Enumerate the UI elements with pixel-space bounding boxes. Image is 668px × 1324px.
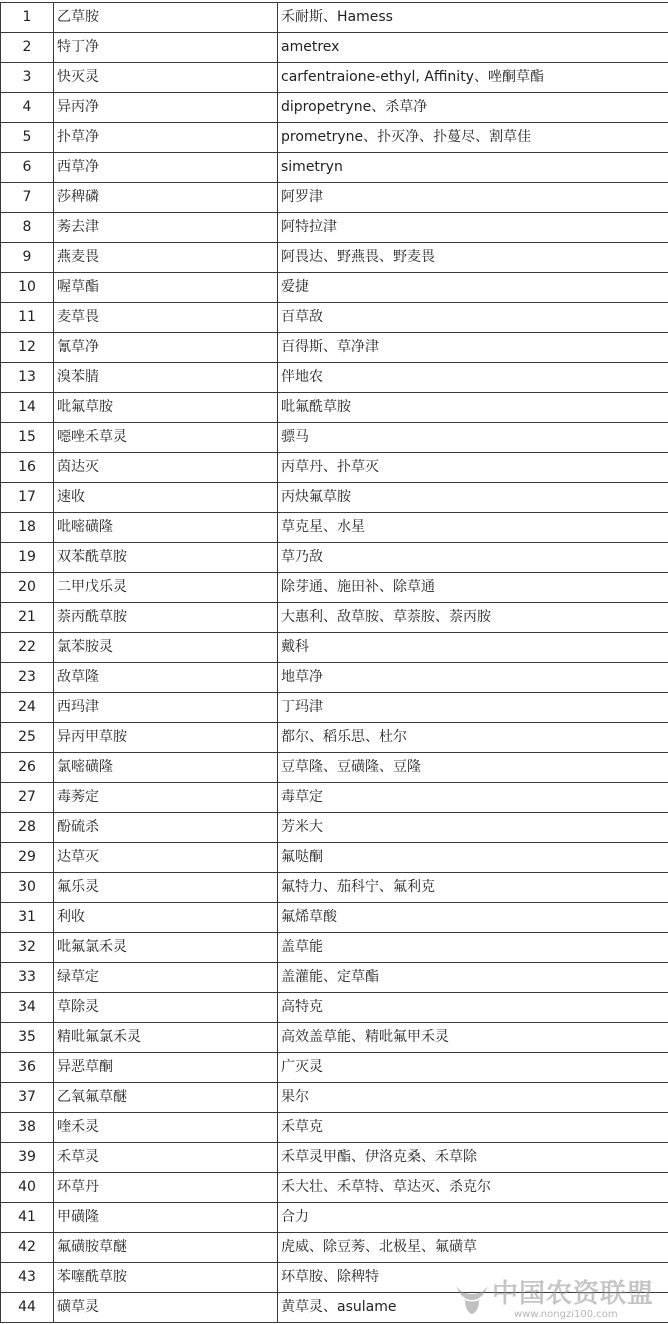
herbicide-name-cell: 吡氟草胺: [54, 393, 278, 423]
table-row: [1, 183, 668, 213]
watermark: [454, 1278, 664, 1322]
row-number-cell: 14: [1, 393, 54, 423]
alias-names-cell: ametrex: [278, 33, 668, 63]
table-row: [1, 63, 668, 93]
alias-names-cell: 禾草灵甲酯、伊洛克桑、禾草除: [278, 1143, 668, 1173]
table-row: [1, 423, 668, 453]
alias-names-cell: 禾草克: [278, 1113, 668, 1143]
table-row: [1, 3, 668, 33]
herbicide-name-cell: 喔草酯: [54, 273, 278, 303]
alias-names-cell: 骠马: [278, 423, 668, 453]
row-number-cell: 3: [1, 63, 54, 93]
herbicide-name-cell: 甲磺隆: [54, 1203, 278, 1233]
herbicide-name-cell: 氰草净: [54, 333, 278, 363]
row-number-cell: 19: [1, 543, 54, 573]
alias-names-cell: 丙草丹、扑草灭: [278, 453, 668, 483]
alias-names-cell: dipropetryne、杀草净: [278, 93, 668, 123]
herbicide-name-cell: 磺草灵: [54, 1293, 278, 1323]
row-number-cell: 22: [1, 633, 54, 663]
table-row: [1, 153, 668, 183]
herbicide-name-cell: 苯噻酰草胺: [54, 1263, 278, 1293]
table-row: [1, 1083, 668, 1113]
row-number-cell: 43: [1, 1263, 54, 1293]
table-row: [1, 993, 668, 1023]
row-number-cell: 10: [1, 273, 54, 303]
herbicide-name-cell: 异丙净: [54, 93, 278, 123]
herbicide-name-cell: 喹禾灵: [54, 1113, 278, 1143]
table-row: [1, 333, 668, 363]
table-row: [1, 633, 668, 663]
table-row: [1, 963, 668, 993]
row-number-cell: 32: [1, 933, 54, 963]
watermark-url: www.nongzi100.com: [514, 1309, 618, 1320]
table-row: [1, 123, 668, 153]
table-row: [1, 243, 668, 273]
alias-names-cell: 盖灌能、定草酯: [278, 963, 668, 993]
table-row: [1, 933, 668, 963]
row-number-cell: 17: [1, 483, 54, 513]
row-number-cell: 35: [1, 1023, 54, 1053]
table-row: [1, 453, 668, 483]
herbicide-name-cell: 氟乐灵: [54, 873, 278, 903]
pesticide-name-table: [0, 2, 668, 1323]
herbicide-name-cell: 麦草畏: [54, 303, 278, 333]
table-row: [1, 93, 668, 123]
row-number-cell: 33: [1, 963, 54, 993]
herbicide-name-cell: 异恶草酮: [54, 1053, 278, 1083]
alias-names-cell: 果尔: [278, 1083, 668, 1113]
alias-names-cell: 阿畏达、野燕畏、野麦畏: [278, 243, 668, 273]
alias-names-cell: 大惠利、敌草胺、草萘胺、萘丙胺: [278, 603, 668, 633]
row-number-cell: 36: [1, 1053, 54, 1083]
row-number-cell: 2: [1, 33, 54, 63]
alias-names-cell: 芳米大: [278, 813, 668, 843]
row-number-cell: 28: [1, 813, 54, 843]
herbicide-name-cell: 特丁净: [54, 33, 278, 63]
herbicide-name-cell: 敌草隆: [54, 663, 278, 693]
herbicide-name-cell: 禾草灵: [54, 1143, 278, 1173]
row-number-cell: 8: [1, 213, 54, 243]
herbicide-name-cell: 毒莠定: [54, 783, 278, 813]
herbicide-name-cell: 酚硫杀: [54, 813, 278, 843]
alias-names-cell: 地草净: [278, 663, 668, 693]
herbicide-name-cell: 绿草定: [54, 963, 278, 993]
row-number-cell: 39: [1, 1143, 54, 1173]
herbicide-name-cell: 吡嘧磺隆: [54, 513, 278, 543]
herbicide-name-cell: 环草丹: [54, 1173, 278, 1203]
row-number-cell: 21: [1, 603, 54, 633]
alias-names-cell: 毒草定: [278, 783, 668, 813]
row-number-cell: 30: [1, 873, 54, 903]
table-row: [1, 363, 668, 393]
row-number-cell: 12: [1, 333, 54, 363]
table-row: [1, 1173, 668, 1203]
table-row: [1, 1233, 668, 1263]
alias-names-cell: 虎威、除豆莠、北极星、氟磺草: [278, 1233, 668, 1263]
table-row: [1, 1203, 668, 1233]
alias-names-cell: 吡氟酰草胺: [278, 393, 668, 423]
herbicide-name-cell: 二甲戊乐灵: [54, 573, 278, 603]
herbicide-name-cell: 噁唑禾草灵: [54, 423, 278, 453]
row-number-cell: 6: [1, 153, 54, 183]
alias-names-cell: 高特克: [278, 993, 668, 1023]
herbicide-name-cell: 莠去津: [54, 213, 278, 243]
row-number-cell: 44: [1, 1293, 54, 1323]
alias-names-cell: 氟烯草酸: [278, 903, 668, 933]
row-number-cell: 16: [1, 453, 54, 483]
row-number-cell: 27: [1, 783, 54, 813]
row-number-cell: 7: [1, 183, 54, 213]
alias-names-cell: 合力: [278, 1203, 668, 1233]
herbicide-name-cell: 异丙甲草胺: [54, 723, 278, 753]
alias-names-cell: 戴科: [278, 633, 668, 663]
alias-names-cell: 高效盖草能、精吡氟甲禾灵: [278, 1023, 668, 1053]
row-number-cell: 38: [1, 1113, 54, 1143]
alias-names-cell: 阿特拉津: [278, 213, 668, 243]
bull-horns-logo-icon: [454, 1282, 490, 1316]
table-row: [1, 1143, 668, 1173]
row-number-cell: 37: [1, 1083, 54, 1113]
herbicide-name-cell: 西草净: [54, 153, 278, 183]
row-number-cell: 23: [1, 663, 54, 693]
herbicide-name-cell: 扑草净: [54, 123, 278, 153]
row-number-cell: 18: [1, 513, 54, 543]
herbicide-name-cell: 氟磺胺草醚: [54, 1233, 278, 1263]
table-row: [1, 903, 668, 933]
alias-names-cell: 丙炔氟草胺: [278, 483, 668, 513]
herbicide-name-cell: 吡氟氯禾灵: [54, 933, 278, 963]
herbicide-name-cell: 莎稗磷: [54, 183, 278, 213]
alias-names-cell: 黄草灵、asulame: [278, 1293, 668, 1323]
table-row: [1, 1113, 668, 1143]
alias-names-cell: 氟特力、茄科宁、氟利克: [278, 873, 668, 903]
table-row: [1, 513, 668, 543]
table-row: [1, 723, 668, 753]
herbicide-name-cell: 利收: [54, 903, 278, 933]
table-row: [1, 33, 668, 63]
alias-names-cell: 禾耐斯、Hamess: [278, 3, 668, 33]
alias-names-cell: 禾大壮、禾草特、草达灭、杀克尔: [278, 1173, 668, 1203]
table-row: [1, 273, 668, 303]
table-row: [1, 753, 668, 783]
alias-names-cell: simetryn: [278, 153, 668, 183]
table-row: [1, 1023, 668, 1053]
alias-names-cell: 环草胺、除稗特: [278, 1263, 668, 1293]
alias-names-cell: 广灭灵: [278, 1053, 668, 1083]
row-number-cell: 34: [1, 993, 54, 1023]
row-number-cell: 24: [1, 693, 54, 723]
table-row: [1, 873, 668, 903]
alias-names-cell: 草乃敌: [278, 543, 668, 573]
table-row: [1, 1053, 668, 1083]
table-row: [1, 603, 668, 633]
herbicide-name-cell: 溴苯腈: [54, 363, 278, 393]
alias-names-cell: 丁玛津: [278, 693, 668, 723]
herbicide-name-cell: 乙氧氟草醚: [54, 1083, 278, 1113]
alias-names-cell: 除芽通、施田补、除草通: [278, 573, 668, 603]
row-number-cell: 40: [1, 1173, 54, 1203]
herbicide-name-cell: 双苯酰草胺: [54, 543, 278, 573]
row-number-cell: 20: [1, 573, 54, 603]
table-row: [1, 783, 668, 813]
table-row: [1, 663, 668, 693]
table-row: [1, 543, 668, 573]
row-number-cell: 4: [1, 93, 54, 123]
herbicide-name-cell: 茵达灭: [54, 453, 278, 483]
alias-names-cell: 伴地农: [278, 363, 668, 393]
alias-names-cell: 都尔、稻乐思、杜尔: [278, 723, 668, 753]
alias-names-cell: 豆草隆、豆磺隆、豆隆: [278, 753, 668, 783]
row-number-cell: 26: [1, 753, 54, 783]
row-number-cell: 29: [1, 843, 54, 873]
table-row: [1, 573, 668, 603]
alias-names-cell: 百草敌: [278, 303, 668, 333]
alias-names-cell: 氟哒酮: [278, 843, 668, 873]
alias-names-cell: 草克星、水星: [278, 513, 668, 543]
herbicide-name-cell: 氯苯胺灵: [54, 633, 278, 663]
row-number-cell: 11: [1, 303, 54, 333]
herbicide-name-cell: 速收: [54, 483, 278, 513]
herbicide-name-cell: 萘丙酰草胺: [54, 603, 278, 633]
row-number-cell: 42: [1, 1233, 54, 1263]
table-row: [1, 693, 668, 723]
row-number-cell: 41: [1, 1203, 54, 1233]
herbicide-name-cell: 燕麦畏: [54, 243, 278, 273]
alias-names-cell: 百得斯、草净津: [278, 333, 668, 363]
row-number-cell: 13: [1, 363, 54, 393]
table-row: [1, 813, 668, 843]
alias-names-cell: 盖草能: [278, 933, 668, 963]
watermark-text: 中国农资联盟: [492, 1279, 655, 1309]
table-row: [1, 393, 668, 423]
herbicide-name-cell: 快灭灵: [54, 63, 278, 93]
alias-names-cell: 阿罗津: [278, 183, 668, 213]
herbicide-name-cell: 草除灵: [54, 993, 278, 1023]
herbicide-name-cell: 乙草胺: [54, 3, 278, 33]
herbicide-name-cell: 达草灭: [54, 843, 278, 873]
table-row: [1, 213, 668, 243]
alias-names-cell: 爱捷: [278, 273, 668, 303]
table-row: [1, 303, 668, 333]
table-body: [1, 3, 668, 1323]
table-row: [1, 483, 668, 513]
alias-names-cell: carfentraione-ethyl, Affinity、唑酮草酯: [278, 63, 668, 93]
herbicide-name-cell: 氯嘧磺隆: [54, 753, 278, 783]
herbicide-name-cell: 西玛津: [54, 693, 278, 723]
herbicide-name-cell: 精吡氟氯禾灵: [54, 1023, 278, 1053]
table-row: [1, 843, 668, 873]
row-number-cell: 5: [1, 123, 54, 153]
row-number-cell: 31: [1, 903, 54, 933]
alias-names-cell: prometryne、扑灭净、扑蔓尽、割草佳: [278, 123, 668, 153]
row-number-cell: 1: [1, 3, 54, 33]
row-number-cell: 9: [1, 243, 54, 273]
row-number-cell: 25: [1, 723, 54, 753]
row-number-cell: 15: [1, 423, 54, 453]
